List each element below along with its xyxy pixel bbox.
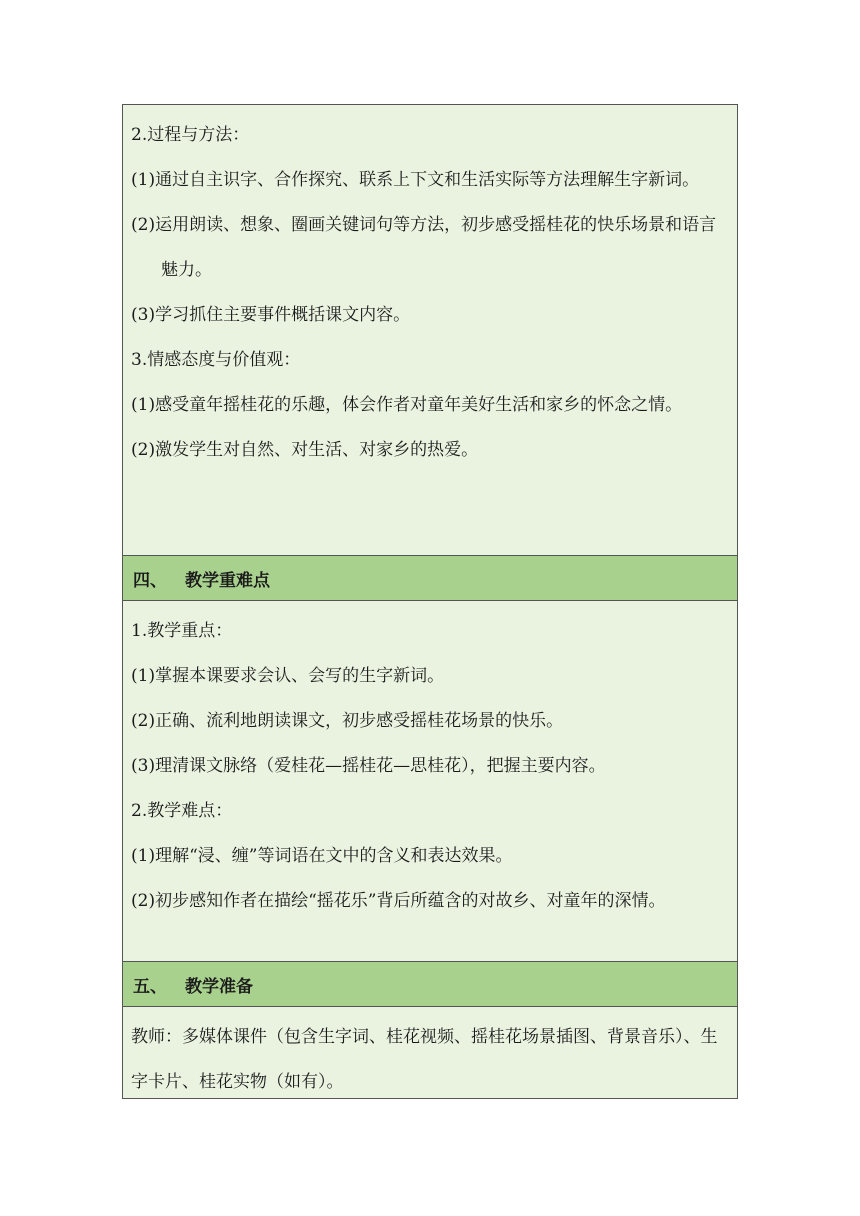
section-five-number: 五、 (133, 976, 167, 997)
key-item-2: (2)正确、流利地朗读课文，初步感受摇桂花场景的快乐。 (131, 711, 564, 731)
process-item-1: (1)通过自主识字、合作探究、联系上下文和生活实际等方法理解生字新词。 (131, 170, 700, 190)
key-heading: 1.教学重点： (131, 621, 233, 641)
difficult-item-1: (1)理解“浸、缠”等词语在文中的含义和表达效果。 (131, 846, 513, 866)
difficult-item-2: (2)初步感知作者在描绘“摇花乐”背后所蕴含的对故乡、对童年的深情。 (131, 891, 666, 911)
lesson-plan-table (122, 104, 738, 1099)
difficult-heading: 2.教学难点： (131, 801, 233, 821)
preparation-cell (123, 1007, 737, 1098)
section-four-title: 教学重难点 (185, 570, 270, 591)
process-item-3: (3)学习抓住主要事件概括课文内容。 (131, 305, 411, 325)
teacher-preparation-text: 教师：多媒体课件（包含生字词、桂花视频、摇桂花场景插图、背景音乐）、生字卡片、桂花实物（如有）。 (131, 1027, 718, 1092)
section-five-header (123, 962, 737, 1007)
key-item-1: (1)掌握本课要求会认、会写的生字新词。 (131, 666, 445, 686)
section-five-title: 教学准备 (185, 976, 253, 997)
section-four-header (123, 556, 737, 601)
section-four-number: 四、 (133, 570, 167, 591)
objectives-cell (123, 105, 737, 556)
emotion-item-2: (2)激发学生对自然、对生活、对家乡的热爱。 (131, 440, 479, 460)
process-heading: 2.过程与方法： (131, 125, 250, 145)
process-item-2: (2)运用朗读、想象、圈画关键词句等方法，初步感受摇桂花的快乐场景和语言魅力。 (131, 215, 717, 280)
key-difficult-cell (123, 601, 737, 962)
emotion-item-1: (1)感受童年摇桂花的乐趣，体会作者对童年美好生活和家乡的怀念之情。 (131, 395, 683, 415)
emotion-heading: 3.情感态度与价值观： (131, 350, 301, 370)
key-item-3: (3)理清课文脉络（爱桂花—摇桂花—思桂花），把握主要内容。 (131, 756, 606, 776)
